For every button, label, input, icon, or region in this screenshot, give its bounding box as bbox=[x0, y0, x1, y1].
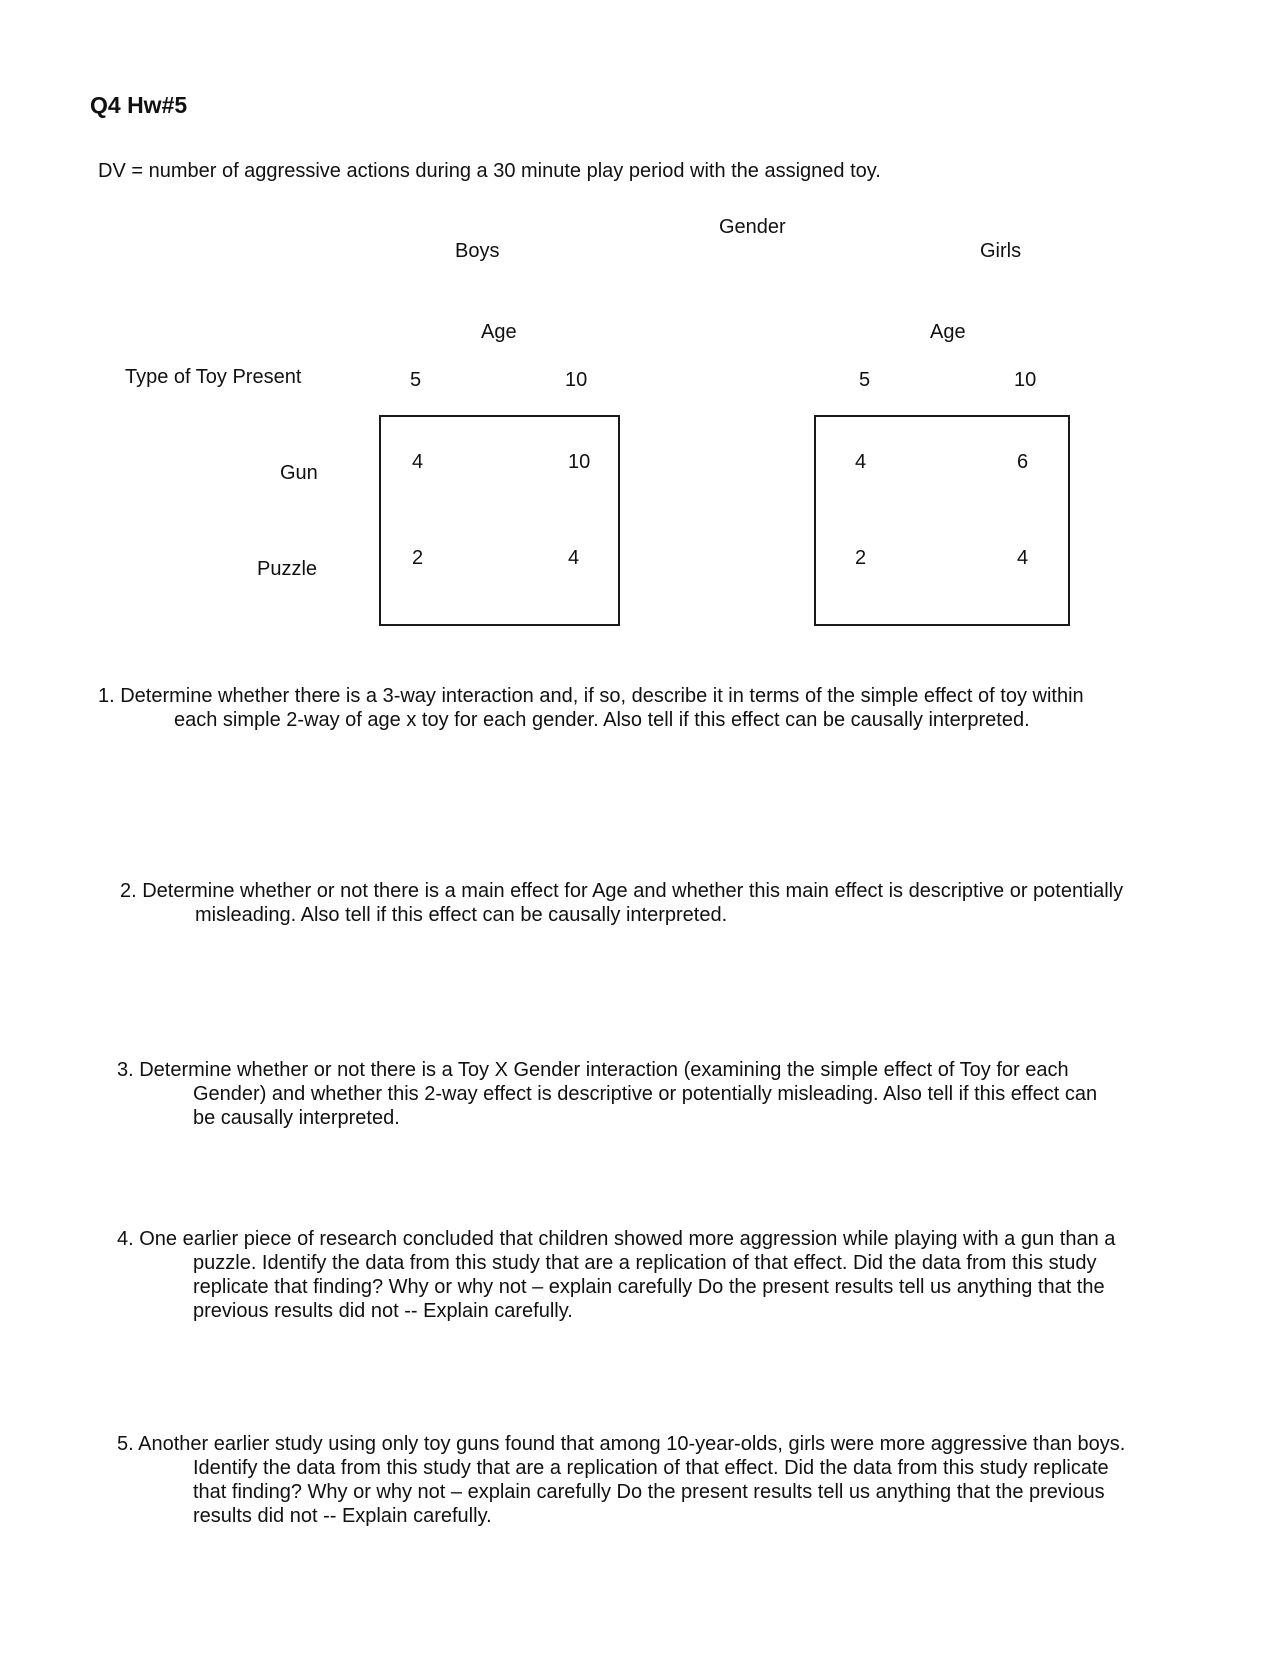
row-label-gun: Gun bbox=[280, 462, 318, 484]
question-line: be causally interpreted. bbox=[193, 1107, 400, 1129]
girls-label: Girls bbox=[980, 240, 1022, 262]
gender-label: Gender bbox=[719, 216, 786, 238]
question-2 bbox=[120, 879, 1123, 927]
row-header: Type of Toy Present bbox=[125, 366, 302, 388]
boys-gun-age5: 4 bbox=[412, 451, 424, 473]
question-line: results did not -- Explain carefully. bbox=[193, 1505, 492, 1527]
question-line: puzzle. Identify the data from this study that are a replication of that effect. Did the data from this study bbox=[193, 1252, 1097, 1274]
girls-gun-age5: 4 bbox=[855, 451, 867, 473]
girls-cell-box bbox=[814, 415, 1070, 626]
girls-age-10: 10 bbox=[1014, 369, 1037, 391]
girls-gun-age10: 6 bbox=[1017, 451, 1029, 473]
question-line: each simple 2-way of age x toy for each gender. Also tell if this effect can be causally interpreted. bbox=[174, 709, 1030, 731]
question-line: 1. Determine whether there is a 3-way interaction and, if so, describe it in terms of the simple effect of toy within bbox=[98, 685, 1084, 707]
dv-description: DV = number of aggressive actions during a 30 minute play period with the assigned toy. bbox=[98, 160, 881, 182]
boys-age-label: Age bbox=[481, 321, 517, 343]
girls-age-label: Age bbox=[930, 321, 966, 343]
girls-age-5: 5 bbox=[859, 369, 871, 391]
boys-puzzle-age10: 4 bbox=[568, 547, 580, 569]
boys-cell-box bbox=[379, 415, 620, 626]
question-line: 2. Determine whether or not there is a main effect for Age and whether this main effect is descriptive or potentially bbox=[120, 880, 1124, 902]
boys-age-5: 5 bbox=[410, 369, 422, 391]
question-5 bbox=[117, 1432, 1125, 1528]
question-line: Gender) and whether this 2-way effect is descriptive or potentially misleading. Also tell if this effect can bbox=[193, 1083, 1098, 1105]
question-line: previous results did not -- Explain carefully. bbox=[193, 1300, 573, 1322]
question-3 bbox=[117, 1058, 1097, 1130]
page-title: Q4 Hw#5 bbox=[90, 92, 188, 118]
question-1 bbox=[98, 684, 1084, 732]
boys-label: Boys bbox=[455, 240, 500, 262]
question-line: 5. Another earlier study using only toy guns found that among 10-year-olds, girls were more aggressive than boys. bbox=[117, 1433, 1126, 1455]
question-line: replicate that finding? Why or why not – explain carefully Do the present results tell us anything that the bbox=[193, 1276, 1105, 1298]
question-line: 3. Determine whether or not there is a Toy X Gender interaction (examining the simple effect of Toy for each bbox=[117, 1059, 1069, 1081]
question-line: 4. One earlier piece of research concluded that children showed more aggression while playing with a gun than a bbox=[117, 1228, 1116, 1250]
girls-puzzle-age10: 4 bbox=[1017, 547, 1029, 569]
girls-puzzle-age5: 2 bbox=[855, 547, 867, 569]
boys-age-10: 10 bbox=[565, 369, 588, 391]
question-line: that finding? Why or why not – explain carefully Do the present results tell us anything that the previous bbox=[193, 1481, 1105, 1503]
question-line: Identify the data from this study that are a replication of that effect. Did the data from this study replicate bbox=[193, 1457, 1109, 1479]
boys-gun-age10: 10 bbox=[568, 451, 591, 473]
boys-puzzle-age5: 2 bbox=[412, 547, 424, 569]
row-label-puzzle: Puzzle bbox=[257, 558, 318, 580]
question-4 bbox=[117, 1227, 1115, 1323]
question-line: misleading. Also tell if this effect can be causally interpreted. bbox=[195, 904, 728, 926]
